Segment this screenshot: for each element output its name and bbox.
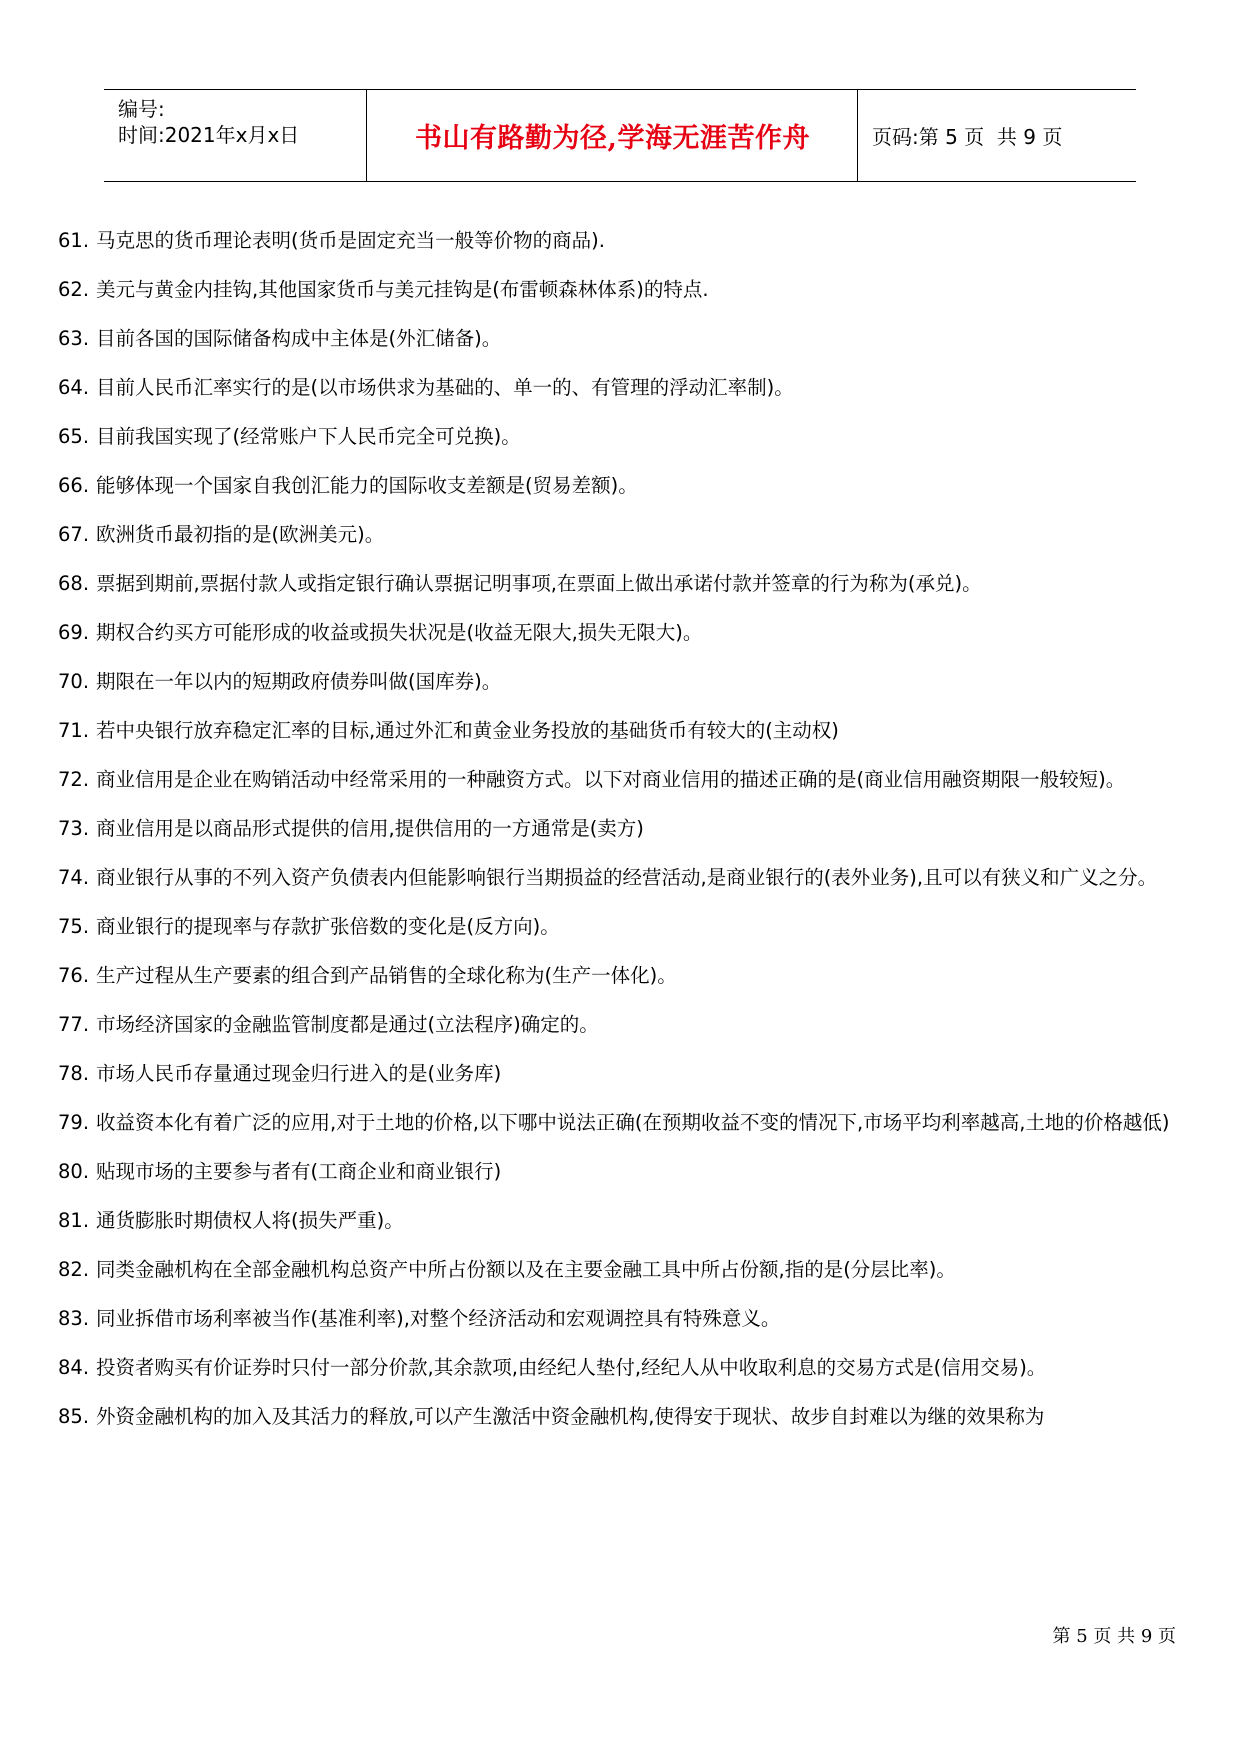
item-text: 票据到期前,票据付款人或指定银行确认票据记明事项,在票面上做出承诺付款并签章的行为称为(承兑)。 [96,572,982,595]
list-item [58,1392,1188,1441]
list-item [58,1196,1188,1245]
item-text: 通货膨胀时期债权人将(损失严重)。 [96,1209,404,1232]
item-text: 同类金融机构在全部金融机构总资产中所占份额以及在主要金融工具中所占份额,指的是(分层比率)。 [96,1258,956,1281]
list-item [58,216,1188,265]
list-item [58,314,1188,363]
list-item [58,755,1188,804]
item-number: 79. [58,1111,90,1134]
item-text: 收益资本化有着广泛的应用,对于土地的价格,以下哪中说法正确(在预期收益不变的情况下,市场平均利率越高,土地的价格越低) [96,1111,1170,1134]
header-divider-left [366,90,367,181]
header-motto: 书山有路勤为径,学海无涯苦作舟 [415,123,810,154]
item-text: 能够体现一个国家自我创汇能力的国际收支差额是(贸易差额)。 [96,474,638,497]
list-item [58,853,1188,902]
item-text: 商业银行从事的不列入资产负债表内但能影响银行当期损益的经营活动,是商业银行的(表外业务),且可以有狭义和广义之分。 [96,866,1158,889]
item-number: 62. [58,278,90,301]
item-number: 63. [58,327,90,350]
list-item [58,412,1188,461]
list-item [58,902,1188,951]
list-item [58,1000,1188,1049]
list-item [58,1245,1188,1294]
header-info [118,96,299,148]
item-text: 期限在一年以内的短期政府债券叫做(国库券)。 [96,670,502,693]
page-footer: 第 5 页 共 9 页 [1052,1626,1176,1647]
list-item [58,265,1188,314]
header-page-label: 页码:第 5 页 共 9 页 [872,125,1063,149]
item-number: 80. [58,1160,90,1183]
item-number: 75. [58,915,90,938]
item-number: 72. [58,768,90,791]
list-item [58,706,1188,755]
item-text: 生产过程从生产要素的组合到产品销售的全球化称为(生产一体化)。 [96,964,677,987]
list-item [58,510,1188,559]
item-number: 83. [58,1307,90,1330]
item-number: 71. [58,719,90,742]
item-text: 外资金融机构的加入及其活力的释放,可以产生激活中资金融机构,使得安于现状、故步自封难以为继的效果称为 [96,1405,1045,1428]
item-number: 69. [58,621,90,644]
item-text: 商业信用是以商品形式提供的信用,提供信用的一方通常是(卖方) [96,817,644,840]
list-item [58,461,1188,510]
header-divider-right [857,90,858,181]
item-text: 欧洲货币最初指的是(欧洲美元)。 [96,523,385,546]
question-list [58,216,1188,1441]
document-time-label: 时间:2021年x月x日 [118,123,300,147]
item-text: 期权合约买方可能形成的收益或损失状况是(收益无限大,损失无限大)。 [96,621,703,644]
item-text: 商业银行的提现率与存款扩张倍数的变化是(反方向)。 [96,915,560,938]
item-text: 市场人民币存量通过现金归行进入的是(业务库) [96,1062,502,1085]
item-number: 76. [58,964,90,987]
item-number: 82. [58,1258,90,1281]
page-header [104,89,1136,182]
item-text: 目前人民币汇率实行的是(以市场供求为基础的、单一的、有管理的浮动汇率制)。 [96,376,794,399]
item-text: 同业拆借市场利率被当作(基准利率),对整个经济活动和宏观调控具有特殊意义。 [96,1307,781,1330]
list-item [58,1343,1188,1392]
item-text: 商业信用是企业在购销活动中经常采用的一种融资方式。以下对商业信用的描述正确的是(商业信用融资期限一般较短)。 [96,768,1126,791]
item-number: 61. [58,229,90,252]
item-text: 投资者购买有价证券时只付一部分价款,其余款项,由经纪人垫付,经纪人从中收取利息的交易方式是(信用交易)。 [96,1356,1047,1379]
item-text: 若中央银行放弃稳定汇率的目标,通过外汇和黄金业务投放的基础货币有较大的(主动权) [96,719,839,742]
list-item [58,1049,1188,1098]
item-number: 65. [58,425,90,448]
item-number: 78. [58,1062,90,1085]
item-number: 84. [58,1356,90,1379]
list-item [58,559,1188,608]
item-number: 68. [58,572,90,595]
item-number: 66. [58,474,90,497]
item-number: 64. [58,376,90,399]
item-text: 市场经济国家的金融监管制度都是通过(立法程序)确定的。 [96,1013,599,1036]
item-text: 目前我国实现了(经常账户下人民币完全可兑换)。 [96,425,521,448]
list-item [58,363,1188,412]
item-text: 贴现市场的主要参与者有(工商企业和商业银行) [96,1160,502,1183]
list-item [58,804,1188,853]
document-number-label: 编号: [118,97,165,121]
list-item [58,1098,1188,1147]
item-number: 77. [58,1013,90,1036]
list-item [58,608,1188,657]
item-number: 85. [58,1405,90,1428]
item-text: 美元与黄金内挂钩,其他国家货币与美元挂钩是(布雷顿森林体系)的特点. [96,278,709,301]
item-number: 81. [58,1209,90,1232]
item-text: 马克思的货币理论表明(货币是固定充当一般等价物的商品). [96,229,605,252]
item-text: 目前各国的国际储备构成中主体是(外汇储备)。 [96,327,502,350]
list-item [58,1294,1188,1343]
list-item [58,951,1188,1000]
item-number: 74. [58,866,90,889]
item-number: 70. [58,670,90,693]
item-number: 67. [58,523,90,546]
list-item [58,657,1188,706]
list-item [58,1147,1188,1196]
item-number: 73. [58,817,90,840]
